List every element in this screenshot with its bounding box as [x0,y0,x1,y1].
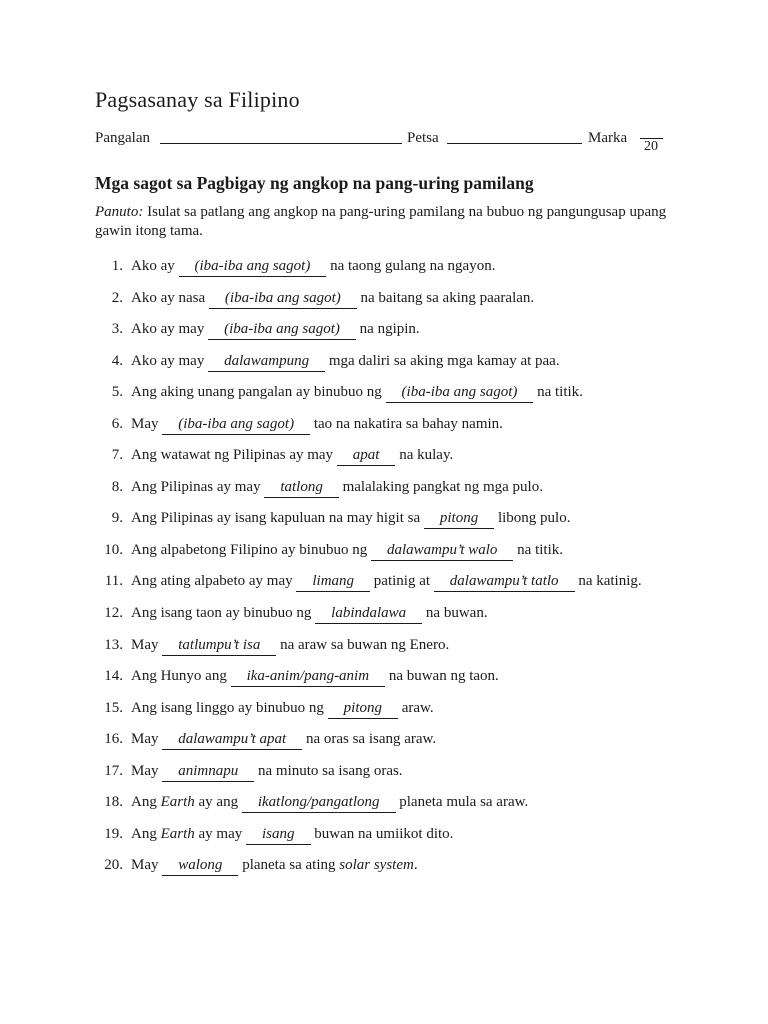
item-number: 12. [104,605,123,622]
exercise-item [95,661,642,693]
item-number: 17. [104,762,123,779]
answer-blank: dalawampu’t apat [162,730,302,750]
item-text: . [413,857,418,874]
item-text: na araw sa buwan ng Enero. [276,636,450,653]
exercise-item [95,819,642,851]
page-title: Pagsasanay sa Filipino [95,87,300,112]
item-number: 15. [104,699,123,716]
instructions [95,203,687,241]
answer-blank: labindalawa [315,604,422,624]
item-text: ay ang [194,794,242,811]
item-text: May [131,731,163,748]
item-text: Ako ay may [131,321,209,338]
item-text: Ang aking unang pangalan ay binubuo ng [131,384,386,401]
item-number: 11. [104,573,123,590]
name-label: Pangalan [95,130,150,146]
exercise-item [95,472,642,504]
item-text: araw. [398,699,434,716]
item-text: Ako ay may [131,352,209,369]
item-text: na baitang sa aking paaralan. [356,289,535,306]
exercise-item [95,850,642,882]
item-text: ay may [194,825,246,842]
exercise-item [95,503,642,535]
item-text: malalaking pangkat ng mga pulo. [338,478,543,495]
answer-blank: (iba-iba ang sagot) [179,257,327,277]
item-text: libong pulo. [494,510,571,527]
item-number: 1. [111,258,123,274]
answer-blank: animnapu [162,762,254,782]
item-number: 14. [104,668,123,685]
item-text: Ang [131,794,161,811]
item-text: buwan na umiikot dito. [310,825,454,842]
exercise-item [95,566,642,598]
item-text: Ang isang linggo ay binubuo ng [131,699,328,716]
item-text: na oras sa isang araw. [302,731,437,748]
exercise-item [95,251,642,283]
answer-blank: apat [337,446,396,466]
item-number: 9. [111,510,123,527]
instructions-text: Isulat sa patlang ang angkop na pang-uring pamilang na bubuo ng pangungusap upang gawin itong tama. [95,204,667,239]
instructions-label: Panuto: [95,204,144,220]
item-text: mga daliri sa aking mga kamay at paa. [325,352,560,369]
italic-term: Earth [160,825,195,842]
item-text: Ako ay [131,258,179,274]
answer-blank: isang [246,825,311,845]
item-text: Ang ating alpabeto ay may [131,573,297,590]
score-total: 20 [644,139,658,154]
exercise-item [95,440,642,472]
item-text: na buwan. [422,605,488,622]
answer-blank: tatlong [264,478,339,498]
answer-blank: (iba-iba ang sagot) [386,383,534,403]
answer-blank: dalawampu’t walo [371,541,513,561]
exercise-item [95,598,642,630]
item-number: 16. [104,731,123,748]
item-text: na titik. [513,541,563,558]
item-text: Ang isang taon ay binubuo ng [131,605,316,622]
answer-blank: ika-anim/pang-anim [231,667,385,687]
item-text: na katinig. [574,573,642,590]
item-text: na titik. [533,384,583,401]
exercise-item [95,693,642,725]
italic-term: Earth [160,794,195,811]
item-number: 2. [111,289,123,306]
item-text: Ako ay nasa [131,289,209,306]
answer-blank: pitong [424,509,494,529]
answer-blank: (iba-iba ang sagot) [208,320,356,340]
item-text: May [131,857,163,874]
answer-blank: limang [296,572,370,592]
item-text: Ang Pilipinas ay may [131,478,265,495]
date-label: Petsa [407,130,439,146]
answer-blank: dalawampung [208,352,325,372]
section-heading: Mga sagot sa Pagbigay ng angkop na pang-uring pamilang [95,173,534,193]
exercise-item [95,377,642,409]
item-text: planeta sa ating [238,857,340,874]
item-text: na ngipin. [355,321,420,338]
item-number: 20. [104,857,123,874]
answer-blank: (iba-iba ang sagot) [162,415,310,435]
exercise-item [95,409,642,441]
answer-blank: (iba-iba ang sagot) [209,289,357,309]
exercise-item [95,724,642,756]
exercise-item [95,756,642,788]
score-label: Marka [588,130,628,146]
item-text: na kulay. [395,447,454,464]
answer-blank: dalawampu’t tatlo [434,572,575,592]
item-number: 13. [104,636,123,653]
item-text: na buwan ng taon. [385,668,499,685]
exercise-item [95,630,642,662]
item-text: Ang Pilipinas ay isang kapuluan na may higit sa [131,510,424,527]
item-text: na minuto sa isang oras. [254,762,403,779]
answer-blank: tatlumpu’t isa [162,636,276,656]
item-number: 8. [111,478,123,495]
item-text: planeta mula sa araw. [395,794,529,811]
item-text: Ang [131,825,161,842]
exercise-list [95,251,642,882]
name-field-line [160,143,402,144]
item-text: May [131,415,163,432]
answer-blank: walong [162,856,238,876]
item-number: 7. [111,447,123,464]
date-field-line [447,143,582,144]
item-text: na taong gulang na ngayon. [326,258,496,274]
answer-blank: pitong [328,699,398,719]
exercise-item [95,283,642,315]
exercise-item [95,787,642,819]
exercise-item [95,346,642,378]
item-text: patinig at [370,573,434,590]
italic-term: solar system [339,857,414,874]
exercise-item [95,535,642,567]
item-number: 10. [104,541,123,558]
item-text: May [131,636,163,653]
item-number: 4. [111,352,123,369]
item-text: Ang alpabetong Filipino ay binubuo ng [131,541,371,558]
item-text: May [131,762,163,779]
item-number: 6. [111,415,123,432]
item-text: Ang watawat ng Pilipinas ay may [131,447,337,464]
item-text: tao na nakatira sa bahay namin. [310,415,503,432]
item-text: Ang Hunyo ang [131,668,231,685]
answer-blank: ikatlong/pangatlong [242,793,396,813]
item-number: 18. [104,794,123,811]
item-number: 19. [104,825,123,842]
item-number: 5. [111,384,123,401]
exercise-item [95,314,642,346]
item-number: 3. [111,321,123,338]
